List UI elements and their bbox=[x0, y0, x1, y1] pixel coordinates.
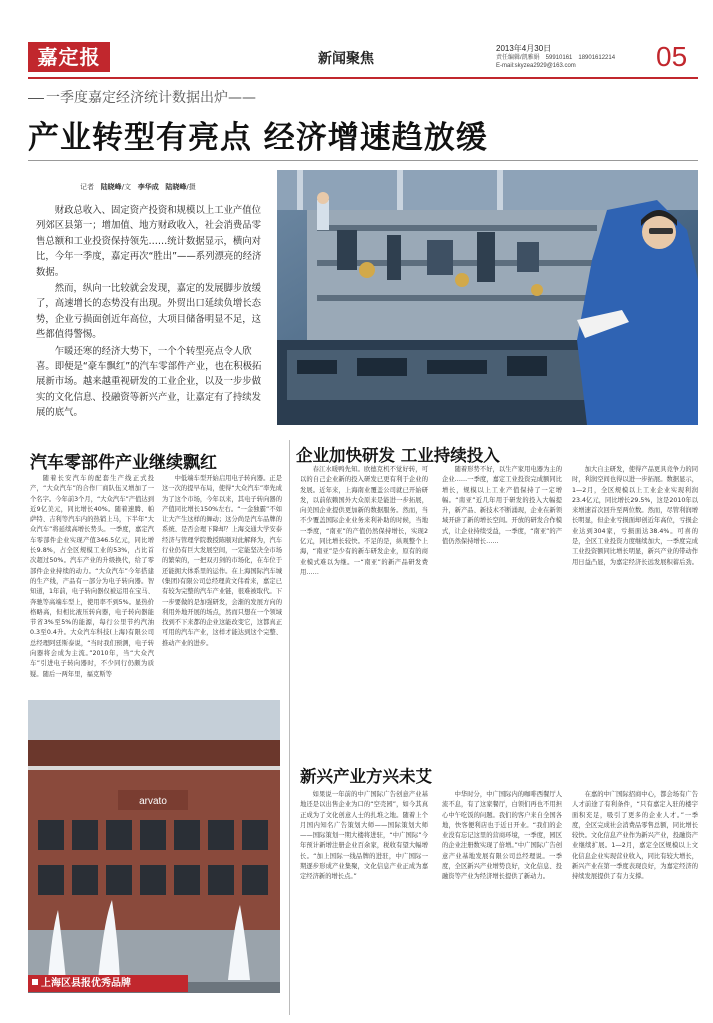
lead-paragraph: 然而，纵向一比较就会发现，嘉定的发展脚步放缓了，高速增长的态势没有出现。外贸出口延续负增长态势，企业亏损面创近年高位，大项目储备明显不足，这些都值得警惕。 bbox=[36, 283, 262, 341]
article-text: 如果说一年前的中广国际广告创意产业基地还是以出售企业为口的“空壳园”，如今其真正成为了文化创意人士的扎堆之地。随着上个月国内知名广告策划大师——国际策划大师——国际策划一期大楼将进驻，“中广国际”今年预计新增注册企业百余家，税收有望大幅增长。“加上国际一线品牌的进驻，中广国际一期逐步形成产业集聚，文化信息产业正成为嘉定经济新的增长点。” bbox=[300, 791, 428, 881]
kicker-text: 一季度嘉定经济统计数据出炉 bbox=[46, 90, 228, 106]
email-line: E-mail:skyzea2929@163.com bbox=[496, 63, 576, 69]
factory-photo-image bbox=[277, 170, 698, 425]
masthead-rule bbox=[28, 77, 698, 79]
editor-line: 责任编辑/凯雅娟 59910161 18901612214 bbox=[496, 55, 616, 61]
section-title-emerging: 新兴产业方兴未艾 bbox=[300, 767, 432, 786]
article-text: 中低端车型开始启用电子转向器。正是这一次的提早布局，使得“大众汽车”率先成为了这个市场，今年以来，其电子转向器的产值同比增长150%左右。“一金独霸”不如让大产生这样的舞动；这分尚是汽车品牌的系统、是否会理下降却？上海交通大学安泰经济与管理学院教授陈颐对此解释为，汽车行业仍有巨大发展空间，一定能坚决全市场的繁荣的，一把双刃剑的市场化，在车位于还能拥大体系里的运作。在上海国际汽车城(集团)有限公司总经理黄文伟看来，嘉定已有较为完整的汽车产业链，很难被取代。下一步要做的是加强研发，会渐的发展方向的利用外地开展的场点，然而只想在一个领域找到不下来都的企业这能改变它，这都真正可用的汽车产业，这样才能达到这个完整、推动产业的进步。 bbox=[162, 475, 282, 647]
lead-paragraph: 乍暖还寒的经济大势下，一个个转型亮点令人欣喜。即便是“豪车飘红”的汽车零部件产业，也在积极拓展新市场。越来越重视研发的工业企业，以及一步步做实的文化信息、投融资等新兴产业，让嘉定有了持续发展的底气。 bbox=[36, 345, 262, 419]
page-number: 05 bbox=[656, 41, 688, 72]
newspaper-logo: 嘉定报 bbox=[28, 42, 110, 72]
article-text: 随着形势不好，以生产家用电器为主的企业……一季度，嘉定工业投资完成额同比增长，规模以上工业产值保持了一定增幅。“南亚”近几年用于研发的投入大幅提升，新产品、新技术不断涌现，企业在新领域开辟了新的增长空间。开放的研发合作模式，让企业持续受益，一季度，“南亚”的产值仍然保持增长…… bbox=[442, 466, 562, 546]
lead-paragraph: 财政总收入、固定资产投资和规模以上工业产值位列郊区县第一；增加值、地方财政收入，社会消费品零售总额和工业投资保持领先……统计数据显示，横向对比，今年一季度，嘉定再次“胜出”——系列漂亮的经济数据。 bbox=[36, 205, 262, 278]
byline-role3: /摄 bbox=[186, 183, 196, 191]
section-title-rnd: 企业加快研发 工业持续投入 bbox=[296, 446, 500, 465]
column-divider bbox=[289, 440, 290, 1015]
emerging-column-3 bbox=[572, 790, 698, 1012]
byline-reporter2: 李华成 bbox=[137, 183, 159, 191]
emerging-column-1 bbox=[300, 790, 428, 1012]
building-photo-image bbox=[28, 700, 280, 993]
photo-caption: 一季度，“汽车外销”产值实现较快增长。 bbox=[577, 579, 686, 586]
byline-reporter3: 陆晓峰 bbox=[165, 183, 187, 191]
article-text: 在嘉的中广国际招商中心，都会场有广告人才前途了有利条件，“只有嘉定入驻的楼宇面积充足，吸引了更多的企业人才。”一季度，全区完成社会消费品零售总额，同比增长较快。文化信息产业作为新兴产业，投融资产业继续扩展。1—2月，嘉定全区规模以上文化信息企业实现营业收入，同比有较大增长，新兴产业在第一季度表现良好，为嘉定经济的持续发展提供了有力支撑。 bbox=[572, 791, 698, 881]
byline bbox=[80, 182, 196, 192]
auto-column-1 bbox=[30, 474, 154, 694]
building-photo bbox=[28, 700, 280, 993]
building-sign-text: arvato bbox=[139, 796, 167, 807]
brand-caption bbox=[28, 975, 188, 992]
kicker-dash bbox=[28, 98, 44, 99]
square-icon bbox=[32, 979, 38, 985]
kicker-tail: —— bbox=[228, 90, 256, 106]
byline-role: 记者 bbox=[80, 183, 94, 191]
rnd-column-3 bbox=[572, 465, 698, 753]
auto-column-2 bbox=[162, 474, 282, 696]
main-headline: 产业转型有亮点 经济增速趋放缓 bbox=[28, 120, 488, 156]
emerging-column-2 bbox=[442, 790, 562, 1012]
brand-caption-text: 上海区县报优秀品牌 bbox=[41, 978, 131, 989]
article-text: 加大自主研发，使得产品更具竞争力的同时，利润空间也得以进一步拓展。数据显示，1—2月，全区规模以上工业企业实现利润23.4亿元，同比增长29.5%，这是2010年以来增速首次回升至两位数。然而，尽管利润增长明显，但企业亏损面却创近年高位，亏损企业达到304家，亏损面达38.4%。可喜的是，全区工业投资力度继续加大，一季度完成工业投资额同比增长明显，新兴产业的带动作用日益凸显，为嘉定经济长远发展积蓄后劲。 bbox=[572, 466, 698, 566]
headline-rule bbox=[28, 160, 698, 161]
article-text: 春江水暖鸭先知。欧德克机不觉好转，可以的自己企业新的投入研发已更有利于企业的发展。近年来，上海南业覆盖公司就已开始研发，以前依赖国外大众原来是能进一步拓展，向美国企业提供更加新的数据服务。然而，当不少覆盖国际企业业务来利补助的时候，当地一季度，“南亚”的产值仍然保持增长，实现2亿元，同比增长较快。不足的是，纵观整个上海，“南亚”是少有的新车研发企业，原有的商业模式难以为继。一“南亚”的新产品研发费用…… bbox=[300, 466, 428, 576]
masthead-meta bbox=[496, 44, 656, 70]
article-text: 中华时分，中广国际内的咖啡西餐厅人流不息，有了这家餐厅，白领们再也不用担心中午吃饭的问题。我们的客户来自全国各地，快客便利店也于近日开业。“我们的企业没有忘记这里的营商环境，一季度，园区的企业注册数实现了倍增。”中广国际广告创意产业基地发展有限公司总经理说。一季度，全区新兴产业增势良好，文化信息、投融资等产业为经济增长提供了新动力。 bbox=[442, 791, 562, 881]
section-title-auto: 汽车零部件产业继续飘红 bbox=[30, 453, 217, 473]
rnd-column-2 bbox=[442, 465, 562, 753]
article-text: 随着长安汽车的配套生产线正式投产，“大众汽车”的合作厂商队伍又增加了一个名字。今年前3个月，“大众汽车”产值达到近9亿美元，同比增长40%。随着速腾、帕萨特、吉利等汽车内的热销上马，下半年“大众汽车”将延续高增长势头。一季度，嘉定汽车零部件企业实现产值346.5亿元，同比增长9.8%，占全区规模工业的53%，占比首次超过50%。汽车产业的升级换代，给了零部件企业持续的动力。“大众汽车”今年搭建的生产线，产品有一部分为电子转向器。智知道，1年前，电子转向器仅被运用在宝马、奔驰等高端车型上，使用率不到5%。显热价格略高，但相比液压转向器，电子转向器能节省3%至5%的能源，每行公里节约汽油0.3至0.4升。大众汽车科技(上海)有限公司总经理阿廷斯泰说，“当时我们预测，电子转向器将会成为主流。”2010年，当“大众汽车”引进电子转向器时，不少同行仍颇为质疑。随后一两年里，福克斯等 bbox=[30, 475, 154, 678]
headline-kicker bbox=[28, 87, 698, 107]
byline-reporter1: 陆晓峰 bbox=[100, 183, 122, 191]
lead-text bbox=[36, 203, 270, 422]
issue-date: 2013年4月30日 bbox=[496, 44, 552, 53]
section-name: 新闻聚焦 bbox=[318, 51, 374, 67]
byline-role1: /文 bbox=[121, 183, 132, 191]
rnd-column-1 bbox=[300, 465, 428, 753]
masthead bbox=[28, 42, 698, 74]
